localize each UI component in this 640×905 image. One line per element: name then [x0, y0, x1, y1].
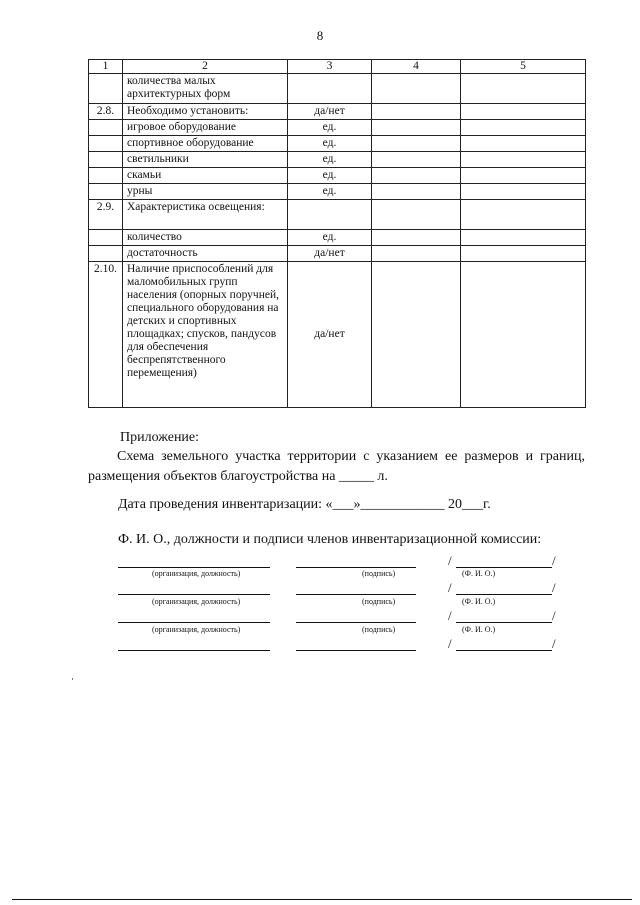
page-bottom-edge — [12, 899, 632, 900]
table-header-cell: 3 — [288, 60, 372, 74]
value-cell — [372, 184, 461, 200]
item-unit: да/нет — [288, 104, 372, 120]
note-cell — [461, 262, 586, 408]
org-position-line — [118, 610, 270, 623]
fio-slash-right: / — [552, 608, 556, 623]
fio-slash-left: / — [448, 608, 452, 623]
note-cell — [461, 136, 586, 152]
item-name: скамьи — [123, 168, 288, 184]
appendix-title: Приложение: — [120, 430, 200, 445]
signature-line — [296, 582, 416, 595]
note-cell — [461, 74, 586, 104]
value-cell — [372, 104, 461, 120]
signature-row — [118, 638, 578, 652]
item-number — [89, 152, 123, 168]
item-number — [89, 136, 123, 152]
table-row — [89, 120, 586, 136]
signature-line — [296, 555, 416, 568]
table-header-cell: 4 — [372, 60, 461, 74]
value-cell — [372, 262, 461, 408]
value-cell — [372, 74, 461, 104]
item-unit: ед. — [288, 184, 372, 200]
signature-captions — [118, 597, 578, 607]
sign-caption: (подпись) — [362, 569, 396, 578]
item-number — [89, 184, 123, 200]
org-position-line — [118, 582, 270, 595]
sign-caption: (подпись) — [362, 625, 396, 634]
item-number — [89, 246, 123, 262]
table-row — [89, 168, 586, 184]
signature-row — [118, 582, 578, 596]
value-cell — [372, 136, 461, 152]
signature-captions — [118, 569, 578, 579]
signature-row — [118, 610, 578, 624]
item-name: игровое оборудование — [123, 120, 288, 136]
note-cell — [461, 200, 586, 230]
item-number: 2.8. — [89, 104, 123, 120]
table-row — [89, 184, 586, 200]
value-cell — [372, 152, 461, 168]
fio-caption: (Ф. И. О.) — [462, 569, 496, 578]
inventory-date-line: Дата проведения инвентаризации: «___»____________ 20___г. — [118, 497, 491, 512]
org-caption: (организация, должность) — [152, 625, 241, 634]
fio-line — [456, 555, 552, 568]
item-number — [89, 74, 123, 104]
note-cell — [461, 184, 586, 200]
fio-slash-right: / — [552, 553, 556, 568]
item-name: Характеристика освещения: — [123, 200, 288, 230]
table-row — [89, 246, 586, 262]
table-row — [89, 200, 586, 230]
value-cell — [372, 120, 461, 136]
scan-speck — [72, 678, 73, 680]
note-cell — [461, 104, 586, 120]
signature-captions — [118, 625, 578, 635]
fio-slash-right: / — [552, 580, 556, 595]
org-caption: (организация, должность) — [152, 569, 241, 578]
signature-line — [296, 610, 416, 623]
value-cell — [372, 200, 461, 230]
item-name: урны — [123, 184, 288, 200]
org-position-line — [118, 638, 270, 651]
item-number — [89, 230, 123, 246]
value-cell — [372, 246, 461, 262]
fio-line — [456, 610, 552, 623]
table-row — [89, 230, 586, 246]
table-row — [89, 152, 586, 168]
table-row — [89, 74, 586, 104]
page-number: 8 — [316, 28, 324, 43]
item-name: Наличие приспособлений для маломобильных групп населения (опорных поручней, специального оборудования на детских и спортивных площадках; спусков, пандусов для обеспечения беспрепятственного перемещения) — [123, 262, 288, 408]
signature-row — [118, 555, 578, 569]
fio-caption: (Ф. И. О.) — [462, 625, 496, 634]
fio-slash-left: / — [448, 553, 452, 568]
value-cell — [372, 230, 461, 246]
commission-members-title: Ф. И. О., должности и подписи членов инвентаризационной комиссии: — [118, 532, 542, 547]
org-caption: (организация, должность) — [152, 597, 241, 606]
fio-slash-left: / — [448, 580, 452, 595]
note-cell — [461, 168, 586, 184]
item-name: количество — [123, 230, 288, 246]
item-number — [89, 120, 123, 136]
table-header-cell: 1 — [89, 60, 123, 74]
item-unit — [288, 200, 372, 230]
value-cell — [372, 168, 461, 184]
org-position-line — [118, 555, 270, 568]
note-cell — [461, 152, 586, 168]
item-unit — [288, 74, 372, 104]
sign-caption: (подпись) — [362, 597, 396, 606]
fio-line — [456, 582, 552, 595]
item-unit: ед. — [288, 152, 372, 168]
item-number: 2.9. — [89, 200, 123, 230]
item-name: спортивное оборудование — [123, 136, 288, 152]
item-name: светильники — [123, 152, 288, 168]
note-cell — [461, 246, 586, 262]
inventory-table — [88, 59, 586, 408]
note-cell — [461, 120, 586, 136]
item-number — [89, 168, 123, 184]
item-number: 2.10. — [89, 262, 123, 408]
table-row — [89, 104, 586, 120]
item-unit: ед. — [288, 230, 372, 246]
signature-line — [296, 638, 416, 651]
table-header-row — [89, 60, 586, 74]
fio-line — [456, 638, 552, 651]
fio-slash-right: / — [552, 636, 556, 651]
table-header-cell: 5 — [461, 60, 586, 74]
table-row — [89, 262, 586, 408]
fio-slash-left: / — [448, 636, 452, 651]
item-unit: ед. — [288, 168, 372, 184]
item-name: достаточность — [123, 246, 288, 262]
appendix-text: Схема земельного участка территории с указанием ее размеров и границ, размещения объектов благоустройства на _____ л. — [88, 449, 585, 484]
table-row — [89, 136, 586, 152]
item-unit: ед. — [288, 136, 372, 152]
item-unit: ед. — [288, 120, 372, 136]
fio-caption: (Ф. И. О.) — [462, 597, 496, 606]
table-header-cell: 2 — [123, 60, 288, 74]
item-name: количества малых архитектурных форм — [123, 74, 288, 104]
note-cell — [461, 230, 586, 246]
item-name: Необходимо установить: — [123, 104, 288, 120]
item-unit: да/нет — [288, 246, 372, 262]
item-unit: да/нет — [288, 262, 372, 408]
